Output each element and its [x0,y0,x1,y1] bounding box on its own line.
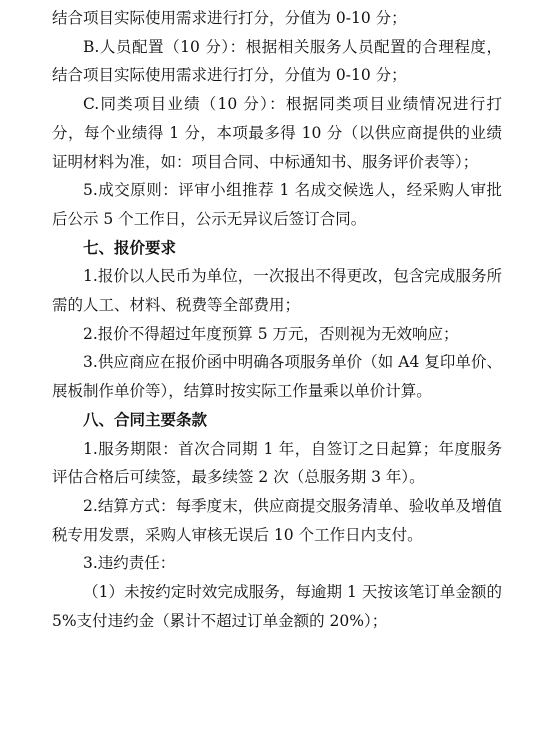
section-heading-quote-requirements: 七、报价要求 [83,238,177,257]
paragraph-contract-3-1: （1）未按约定时效完成服务，每逾期 1 天按该笔订单金额的 5%支付违约金（累计不超过订单金额的 20%）； [52,583,502,630]
paragraph-quote-1: 1.报价以人民币为单位，一次报出不得更改，包含完成服务所需的人工、材料、税费等全部费用； [52,267,502,315]
paragraph-similar-performance: C.同类项目业绩（10 分）：根据同类项目业绩情况进行打分，每个业绩得 1 分，本项最多得 10 分（以供应商提供的业绩证明材料为准，如：项目合同、中标通知书、服务评价表等）； [52,95,502,171]
paragraph-quote-2: 2.报价不得超过年度预算 5 万元，否则视为无效响应； [83,324,459,343]
section-heading-contract-terms: 八、合同主要条款 [83,410,208,429]
paragraph-quote-3: 3.供应商应在报价函中明确各项服务单价（如 A4 复印单价、展板制作单价等），结算时按实际工作量乘以单价计算。 [52,353,502,401]
paragraph-contract-3: 3.违约责任： [83,554,176,573]
paragraph-staff-config: B.人员配置（10 分）：根据相关服务人员配置的合理程度，结合项目实际使用需求进行打分，分值为 0-10 分； [52,37,502,85]
paragraph-contract-2: 2.结算方式：每季度末，供应商提交服务清单、验收单及增值税专用发票，采购人审核无误后 10 个工作日内支付。 [52,496,502,544]
paragraph-contract-1: 1.服务期限：首次合同期 1 年，自签订之日起算；年度服务评估合格后可续签，最多续签 2 次（总服务期 3 年）。 [52,439,502,487]
paragraph-score-continuation: 结合项目实际使用需求进行打分，分值为 0-10 分； [52,9,407,27]
paragraph-award-principle: 5.成交原则：评审小组推荐 1 名成交候选人，经采购人审批后公示 5 个工作日，公示无异议后签订合同。 [52,181,502,228]
